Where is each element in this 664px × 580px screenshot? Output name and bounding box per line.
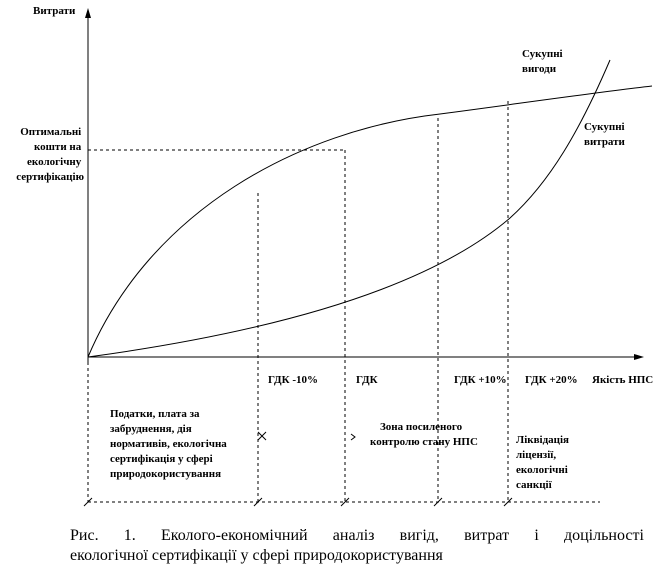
costs-label [584,121,627,148]
zone-2-line: контролю стану НПС [370,436,478,448]
caption-word: вигід, [399,527,439,544]
zone-1-line: забруднення, дія [110,423,192,435]
benefits-label [522,48,565,75]
tick-label-gdk-minus10: ГДК -10% [268,374,318,386]
zone-3-line: ліцензії, [516,449,557,461]
benefits-curve [88,86,652,357]
zone-1-line: природокористування [110,468,222,480]
y-axis-arrow [85,8,91,18]
optimum-label-line: Оптимальні [20,126,82,138]
caption-word: Еколого-економічний [160,527,308,544]
zone-1-text [110,408,230,480]
chevron-right-icon [351,434,355,440]
figure-caption [70,526,644,566]
zone-3-text [516,434,572,491]
benefits-label-line: Сукупні [522,48,563,60]
caption-word: доцільності [563,527,644,544]
optimum-label [16,126,84,183]
costs-curve [88,60,610,357]
x-axis-arrow [634,354,644,360]
cross-mark [258,432,266,440]
zone-1-line: сертифікація у сфері [110,453,213,465]
zone-3-line: Ліквідація [516,434,569,446]
caption-line-1 [70,526,644,546]
zone-3-line: екологічні [516,464,568,476]
y-axis-label: Витрати [33,5,76,17]
zone-2-text [370,421,478,448]
zone-1-line: нормативів, екологічна [110,438,227,450]
caption-word: аналіз [332,527,375,544]
tick-label-gdk-plus20: ГДК +20% [525,374,578,386]
caption-word: 1. [123,527,136,544]
tick-label-gdk: ГДК [356,374,378,386]
caption-line-2: екологічної сертифікації у сфері природокористування [70,547,443,564]
caption-word: Рис. [70,527,99,544]
caption-word: витрат [464,527,510,544]
zone-3-line: санкції [516,479,552,491]
caption-word: і [534,527,539,544]
tick-label-gdk-plus10: ГДК +10% [454,374,507,386]
zone-1-line: Податки, плата за [110,408,200,420]
costs-label-line: витрати [584,136,625,148]
optimum-label-line: кошти на [33,141,82,153]
zone-2-line: Зона посиленого [380,421,463,433]
optimum-label-line: сертифікацію [16,171,84,183]
x-axis-label: Якість НПС [592,374,654,386]
optimum-label-line: екологічну [27,156,82,168]
benefits-label-line: вигоди [522,63,557,75]
costs-label-line: Сукупні [584,121,625,133]
